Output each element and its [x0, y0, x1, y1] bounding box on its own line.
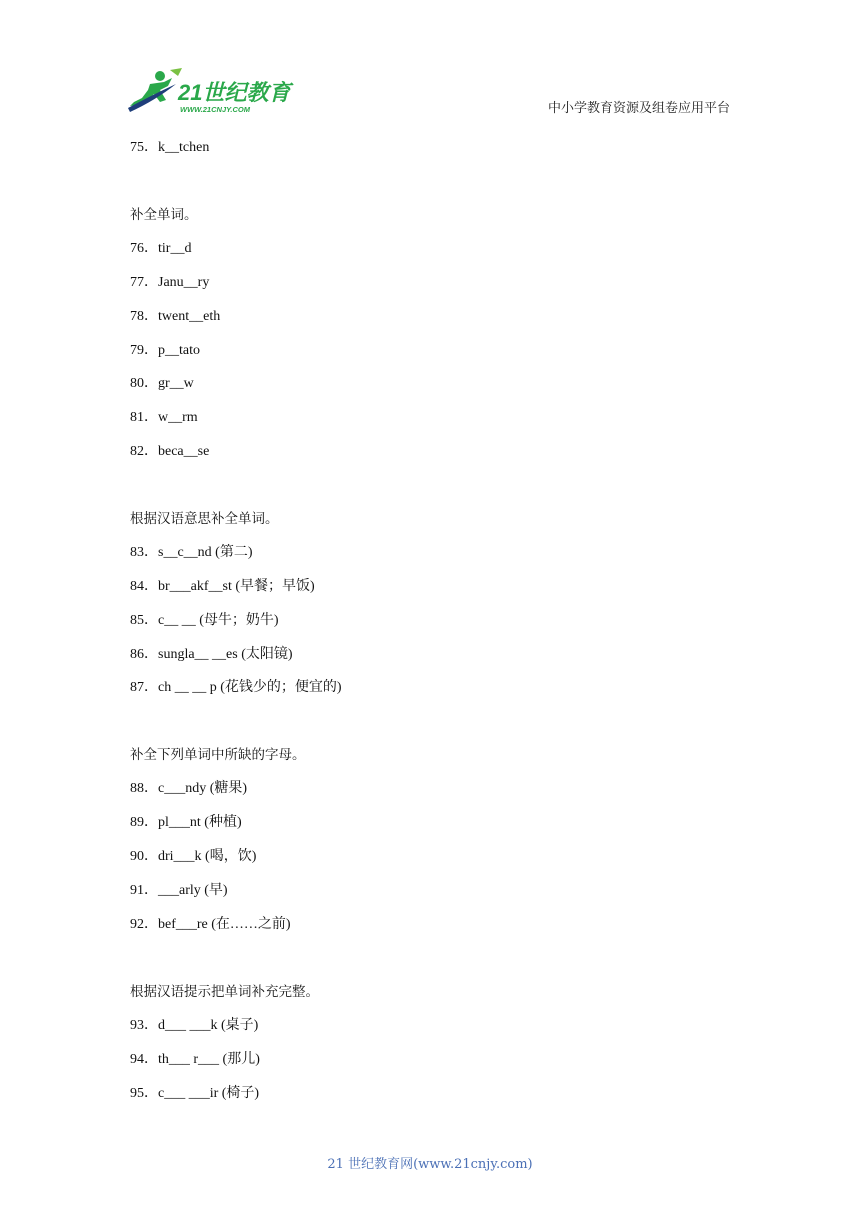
exercise-item: 90．dri___k (喝，饮) [130, 849, 257, 864]
section-instruction: 补全单词。 [130, 207, 198, 223]
exercise-item: 87．ch __ __ p (花钱少的；便宜的) [130, 680, 342, 695]
exercise-item: 91．___arly (早) [130, 883, 228, 898]
exercise-item: 85．c__ __ (母牛；奶牛) [130, 613, 279, 628]
header-tagline: 中小学教育资源及组卷应用平台 [548, 101, 731, 116]
exercise-item: 75．k__tchen [130, 140, 210, 155]
exercise-item: 92．bef___re (在……之前) [130, 917, 291, 932]
exercise-item: 79．p__tato [130, 343, 200, 358]
exercise-item: 80．gr__w [130, 376, 194, 391]
section-instruction: 根据汉语意思补全单词。 [130, 511, 279, 527]
section-instruction: 补全下列单词中所缺的字母。 [130, 747, 306, 763]
exercise-item: 81．w__rm [130, 410, 198, 425]
exercise-item: 88．c___ndy (糖果) [130, 781, 248, 796]
exercise-item: 78．twent__eth [130, 309, 221, 324]
svg-text:WWW.21CNJY.COM: WWW.21CNJY.COM [180, 105, 251, 114]
exercise-item: 86．sungla__ __es (太阳镜) [130, 647, 293, 662]
exercise-item: 84．br___akf__st (早餐；早饭) [130, 579, 315, 594]
exercise-item: 76．tir__d [130, 241, 192, 256]
exercise-item: 89．pl___nt (种植) [130, 815, 242, 830]
page-footer[interactable]: 21 世纪教育网(www.21cnjy.com) [327, 1157, 533, 1172]
exercise-item: 95．c___ ___ir (椅子) [130, 1086, 260, 1101]
exercise-item: 94．th___ r___ (那儿) [130, 1052, 260, 1067]
exercise-item: 83．s__c__nd (第二) [130, 545, 253, 560]
exercise-item: 82．beca__se [130, 444, 210, 459]
exercise-item: 77．Janu__ry [130, 275, 210, 290]
exercise-item: 93．d___ ___k (桌子) [130, 1018, 259, 1033]
svg-text:21世纪教育: 21世纪教育 [178, 80, 291, 105]
exercise-content [130, 0, 780, 1130]
section-instruction: 根据汉语提示把单词补充完整。 [130, 984, 319, 1000]
